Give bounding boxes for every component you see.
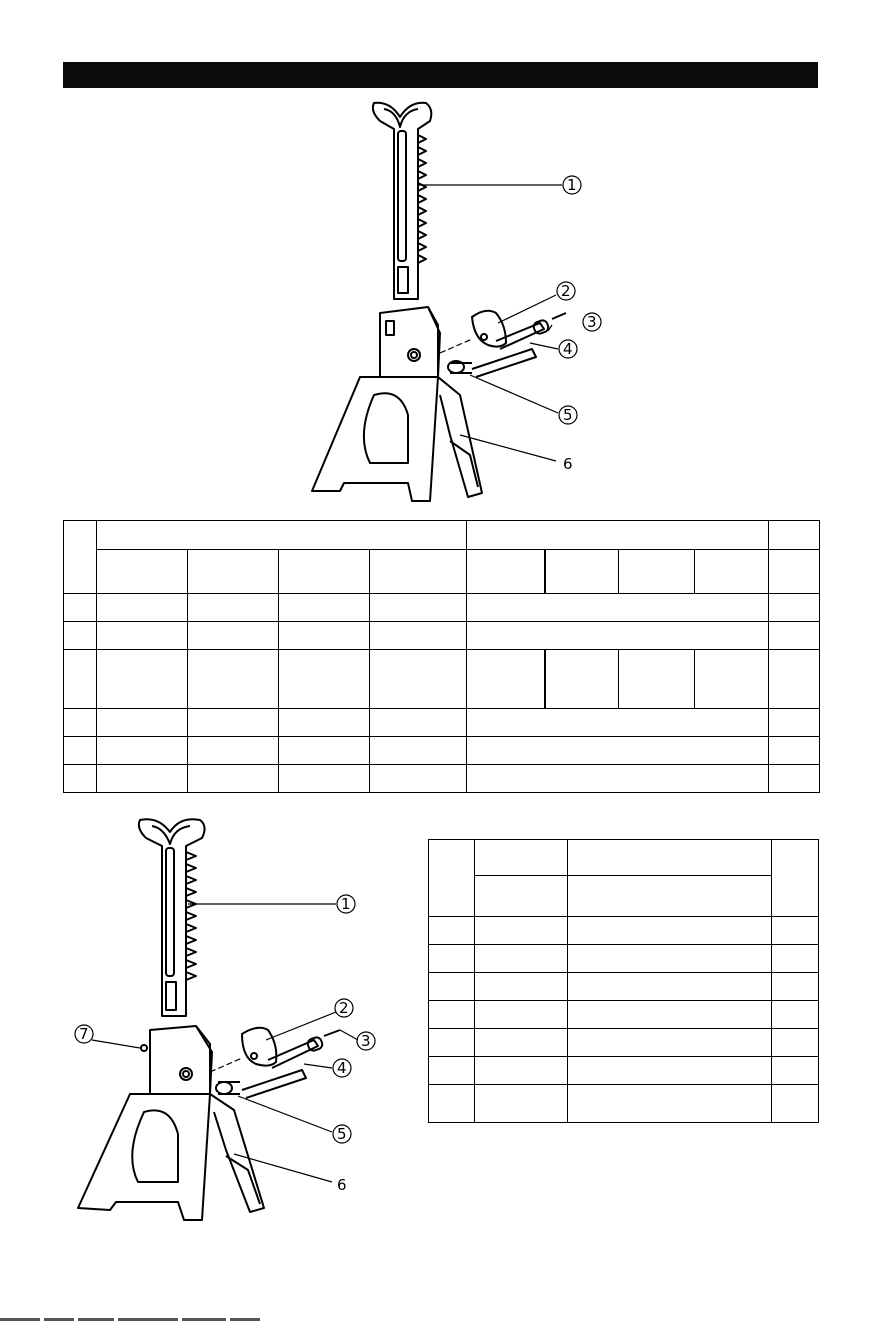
table-row: [64, 709, 820, 737]
callout-2: 2: [561, 282, 571, 300]
callout-6: 6: [563, 455, 573, 473]
table-row: [429, 973, 819, 1001]
callout-1: 1: [567, 176, 577, 194]
table-cell: [769, 550, 820, 594]
section-title-bar: [63, 62, 818, 88]
table-cell: [97, 550, 188, 594]
callout-4: 4: [337, 1059, 347, 1077]
table-row: [429, 1029, 819, 1057]
stand-base-part: [78, 1026, 264, 1220]
table-row: [64, 737, 820, 765]
pawl-part: [242, 1028, 276, 1066]
stand-base-part: [312, 307, 482, 501]
cropped-footer-strip: [0, 1318, 300, 1324]
callout-3: 3: [361, 1032, 371, 1050]
table-cell: [475, 840, 568, 876]
table-cell: [279, 550, 370, 594]
pawl-part: [472, 311, 506, 347]
table-cell: [545, 550, 619, 594]
handle-part: [216, 1030, 340, 1098]
callout-5: 5: [563, 406, 573, 424]
callout-1: 1: [341, 895, 351, 913]
table-cell: [188, 550, 279, 594]
callout-4: 4: [563, 340, 573, 358]
table-cell: [467, 521, 769, 550]
table-cell: [429, 840, 475, 917]
callout-2: 2: [339, 999, 349, 1017]
callout-7: 7: [79, 1025, 89, 1043]
table-row: [429, 1001, 819, 1029]
callout-3: 3: [587, 313, 597, 331]
jack-stand-exploded-diagram-top: [300, 95, 630, 515]
table-cell: [467, 550, 545, 594]
table-cell: [370, 550, 467, 594]
table-cell: [619, 550, 695, 594]
table-cell: [568, 840, 772, 876]
ratchet-bar-part: [139, 819, 205, 1016]
callout-6: 6: [337, 1176, 347, 1194]
table-cell: [695, 550, 769, 594]
ratchet-bar-part: [373, 103, 431, 299]
callout-5: 5: [337, 1125, 347, 1143]
table-row: [64, 622, 820, 650]
parts-table-top: [63, 520, 820, 793]
handle-part: [448, 313, 566, 377]
table-cell: [772, 840, 819, 917]
table-cell: [97, 521, 467, 550]
table-row: [64, 594, 820, 622]
table-row: [64, 765, 820, 793]
table-row: [429, 1085, 819, 1123]
table-cell: [475, 876, 568, 917]
table-cell: [568, 876, 772, 917]
parts-table-bottom: [428, 839, 819, 1123]
table-row: [429, 1057, 819, 1085]
table-row: [429, 945, 819, 973]
table-cell: [769, 521, 820, 550]
table-cell: [64, 521, 97, 594]
table-row: [429, 917, 819, 945]
jack-stand-exploded-diagram-bottom: [66, 812, 386, 1224]
table-row: [64, 650, 820, 709]
